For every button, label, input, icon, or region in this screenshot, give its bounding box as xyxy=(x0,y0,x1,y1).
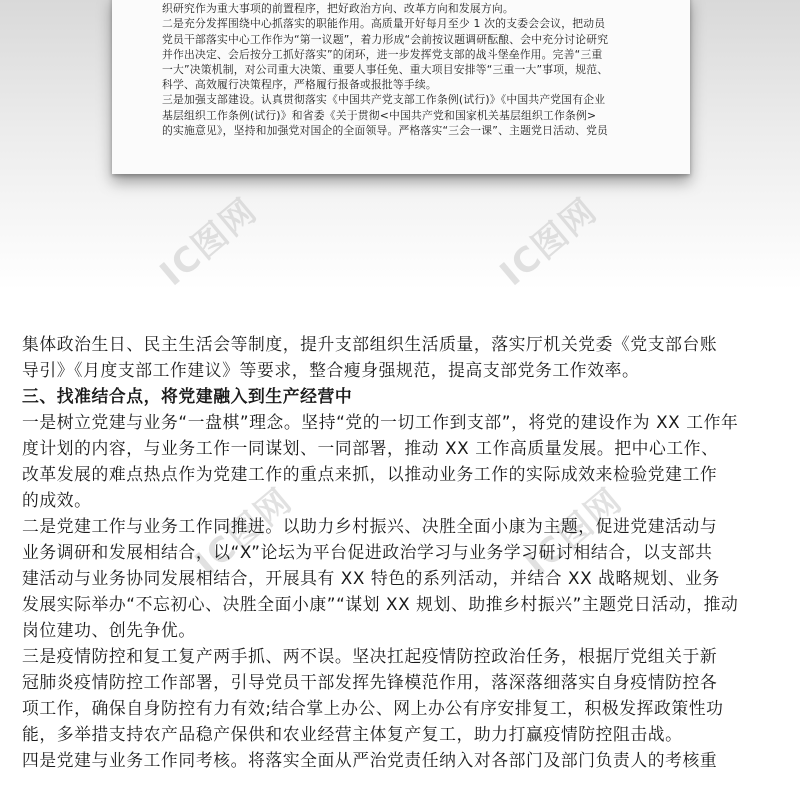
doc-line: 改革发展的难点热点作为党建工作的重点来抓，以推动业务工作的实际成效来检验党建工作 xyxy=(22,464,718,484)
paper-sheet xyxy=(112,0,690,174)
doc-line: 四是党建与业务工作同考核。将落实全面从严治党责任纳入对各部门及部门负责人的考核重 xyxy=(22,750,718,770)
paper-line: 一大”决策机制，对公司重大决策、重要人事任免、重大项目安排等“三重一大”事项，规范、 xyxy=(162,63,609,77)
doc-line: 业务调研和发展相结合，以“X”论坛为平台促进政治学习与业务学习研讨相结合，以支部共 xyxy=(22,542,713,562)
doc-line: 度计划的内容，与业务工作一同谋划、一同部署，推动 XX 工作高质量发展。把中心工作、 xyxy=(22,438,719,458)
doc-line: 岗位建功、创先争优。 xyxy=(22,620,196,640)
document-body xyxy=(22,331,782,773)
photo-area xyxy=(0,0,800,290)
doc-line: 发展实际举办“不忘初心、决胜全面小康”“谋划 XX 规划、助推乡村振兴”主题党日活动，推动 xyxy=(22,594,739,614)
paper-line: 的实施意见》，坚持和加强党对国企的全面领导。严格落实“三会一课”、主题党日活动、党员 xyxy=(162,123,609,137)
doc-line: 能，多举措支持农产品稳产保供和农业经营主体复产复工，助力打赢疫情防控阻击战。 xyxy=(22,724,683,744)
doc-line: 冠肺炎疫情防控工作部署，引导党员干部发挥先锋模范作用，落深落细落实自身疫情防控各 xyxy=(22,672,718,692)
doc-line: 集体政治生日、民主生活会等制度，提升支部组织生活质量，落实厅机关党委《党支部台账 xyxy=(22,334,718,354)
paper-line: 三是加强支部建设。认真贯彻落实《中国共产党支部工作条例(试行)》《中国共产党国有企业 xyxy=(162,93,606,107)
paper-line: 织研究作为重大事项的前置程序，把好政治方向、改革方向和发展方向。 xyxy=(162,2,514,16)
doc-line: 一是树立党建与业务“一盘棋”理念。坚持“党的一切工作到支部”，将党的建设作为 XX 工作年 xyxy=(22,412,739,432)
doc-line: 建活动与业务协同发展相结合，开展具有 XX 特色的系列活动，并结合 XX 战略规划、业务 xyxy=(22,568,720,588)
watermark: IC图网 xyxy=(492,190,606,295)
watermark: IC图网 xyxy=(187,480,301,585)
paper-line: 党员干部落实中心工作作为“第一议题”，着力形成“会前按议题调研酝酿、会中充分讨论研究 xyxy=(162,32,609,46)
doc-line: 三是疫情防控和复工复产两手抓、两不误。坚决扛起疫情防控政治任务，根据厅党组关于新 xyxy=(22,646,718,666)
doc-line: 导引》《月度支部工作建议》等要求，整合瘦身强规范，提高支部党务工作效率。 xyxy=(22,360,640,380)
watermark: IC图网 xyxy=(152,190,266,295)
doc-line: 二是党建工作与业务工作同推进。以助力乡村振兴、决胜全面小康为主题，促进党建活动与 xyxy=(22,516,718,536)
paper-line: 基层组织工作条例(试行)》和省委《关于贯彻<中国共产党和国家机关基层组织工作条例> xyxy=(162,108,597,122)
doc-line: 项工作，确保自身防控有力有效;结合掌上办公、网上办公有序安排复工，积极发挥政策性功 xyxy=(22,698,724,718)
paper-line: 二是充分发挥围绕中心抓落实的职能作用。高质量开好每月至少 1 次的支委会会议，把动员 xyxy=(162,17,606,31)
paper-line: 科学、高效履行决策程序，严格履行报备或报批等手续。 xyxy=(162,78,437,92)
section-heading: 三、找准结合点，将党建融入到生产经营中 xyxy=(22,386,353,406)
watermark: IC图网 xyxy=(517,480,631,585)
paper-line: 并作出决定、会后按分工抓好落实”的闭环，进一步发挥党支部的战斗堡垒作用。完善“三重 xyxy=(162,47,603,61)
doc-line: 的成效。 xyxy=(22,490,92,510)
